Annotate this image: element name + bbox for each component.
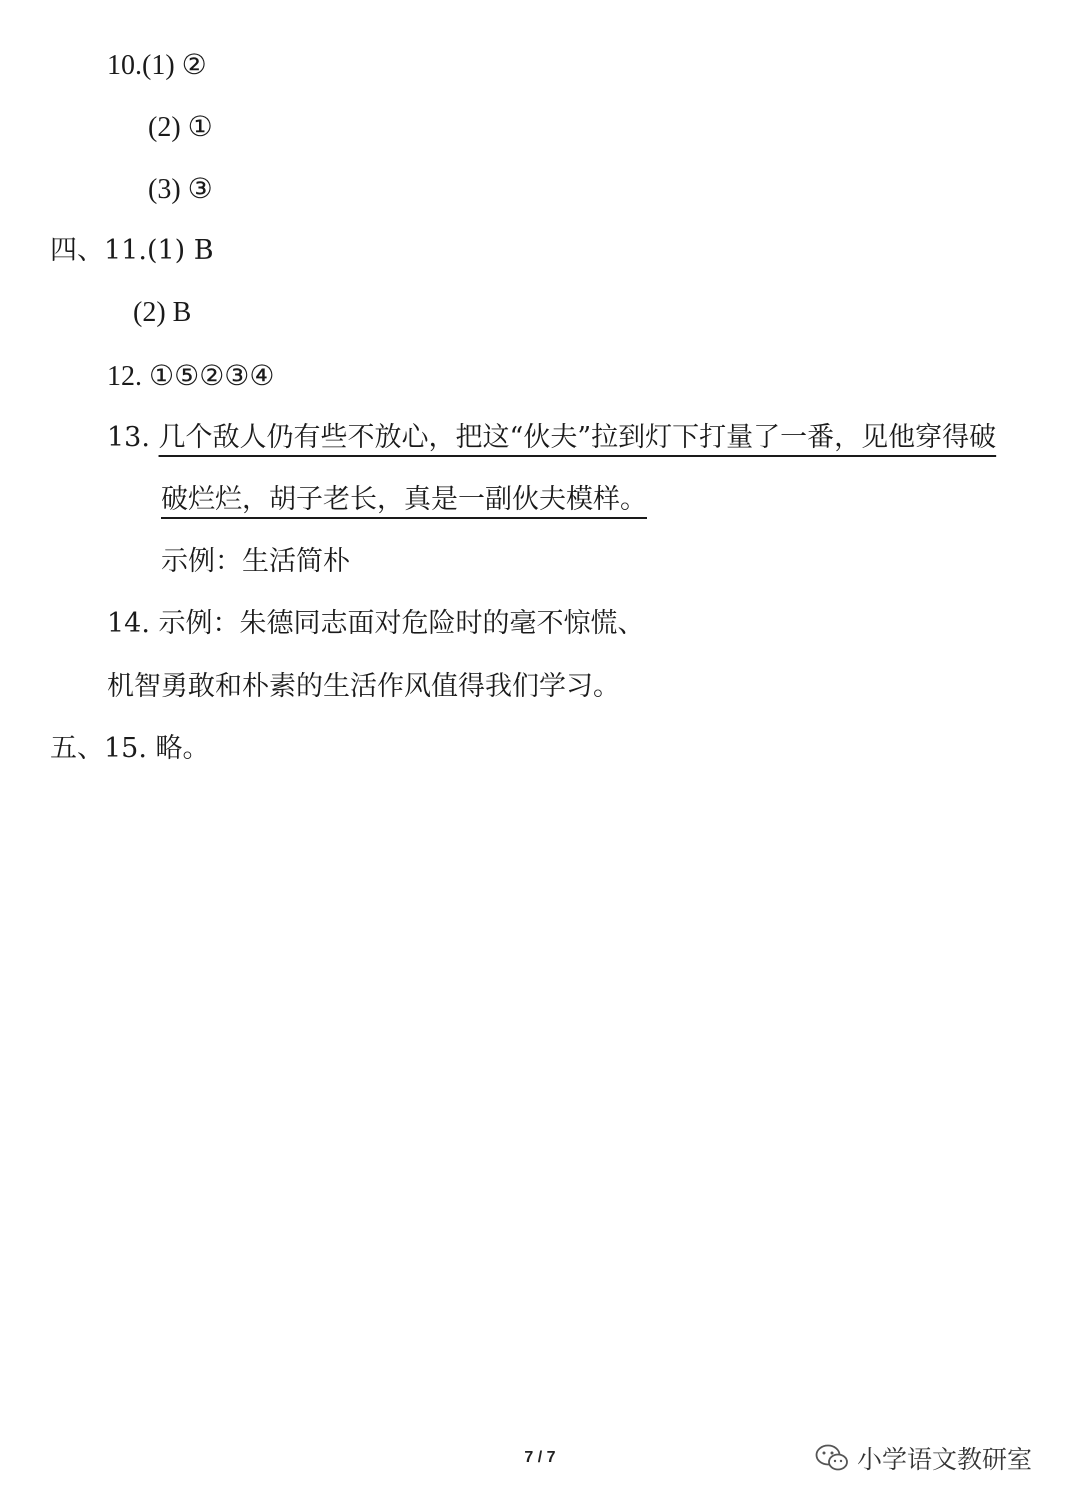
answer-13-line-1: [107, 420, 996, 456]
answer-10-2: (2) ①: [148, 112, 213, 143]
answer-10-3: (3) ③: [148, 174, 213, 205]
answer-14-line-1: 14. 示例：朱德同志面对危险时的毫不惊慌、: [107, 608, 645, 639]
section-4-answer-11-1: 四、11.(1) B: [50, 235, 214, 266]
answer-11-2: (2) B: [133, 297, 192, 328]
answer-14-line-2: 机智勇敢和朴素的生活作风值得我们学习。: [107, 671, 620, 702]
watermark: [815, 1440, 1032, 1476]
page-number: 7 / 7: [524, 1449, 556, 1466]
watermark-text: 小学语文教研室: [857, 1445, 1033, 1474]
wechat-icon: [815, 1443, 849, 1473]
answer-13-line-2: [161, 482, 647, 518]
answer-12: 12. ①⑤②③④: [107, 361, 275, 392]
answer-10-1: 10.(1) ②: [107, 50, 207, 81]
answer-13-number: 13.: [107, 422, 150, 453]
section-5-answer-15: 五、15. 略。: [50, 733, 210, 764]
answer-13-quote-line-2: 破烂烂，胡子老长，真是一副伙夫模样。: [161, 484, 647, 515]
answer-13-quote-line-1: 几个敌人仍有些不放心，把这“伙夫”拉到灯下打量了一番，见他穿得破: [158, 422, 997, 453]
answer-13-example: 示例：生活简朴: [161, 546, 350, 577]
